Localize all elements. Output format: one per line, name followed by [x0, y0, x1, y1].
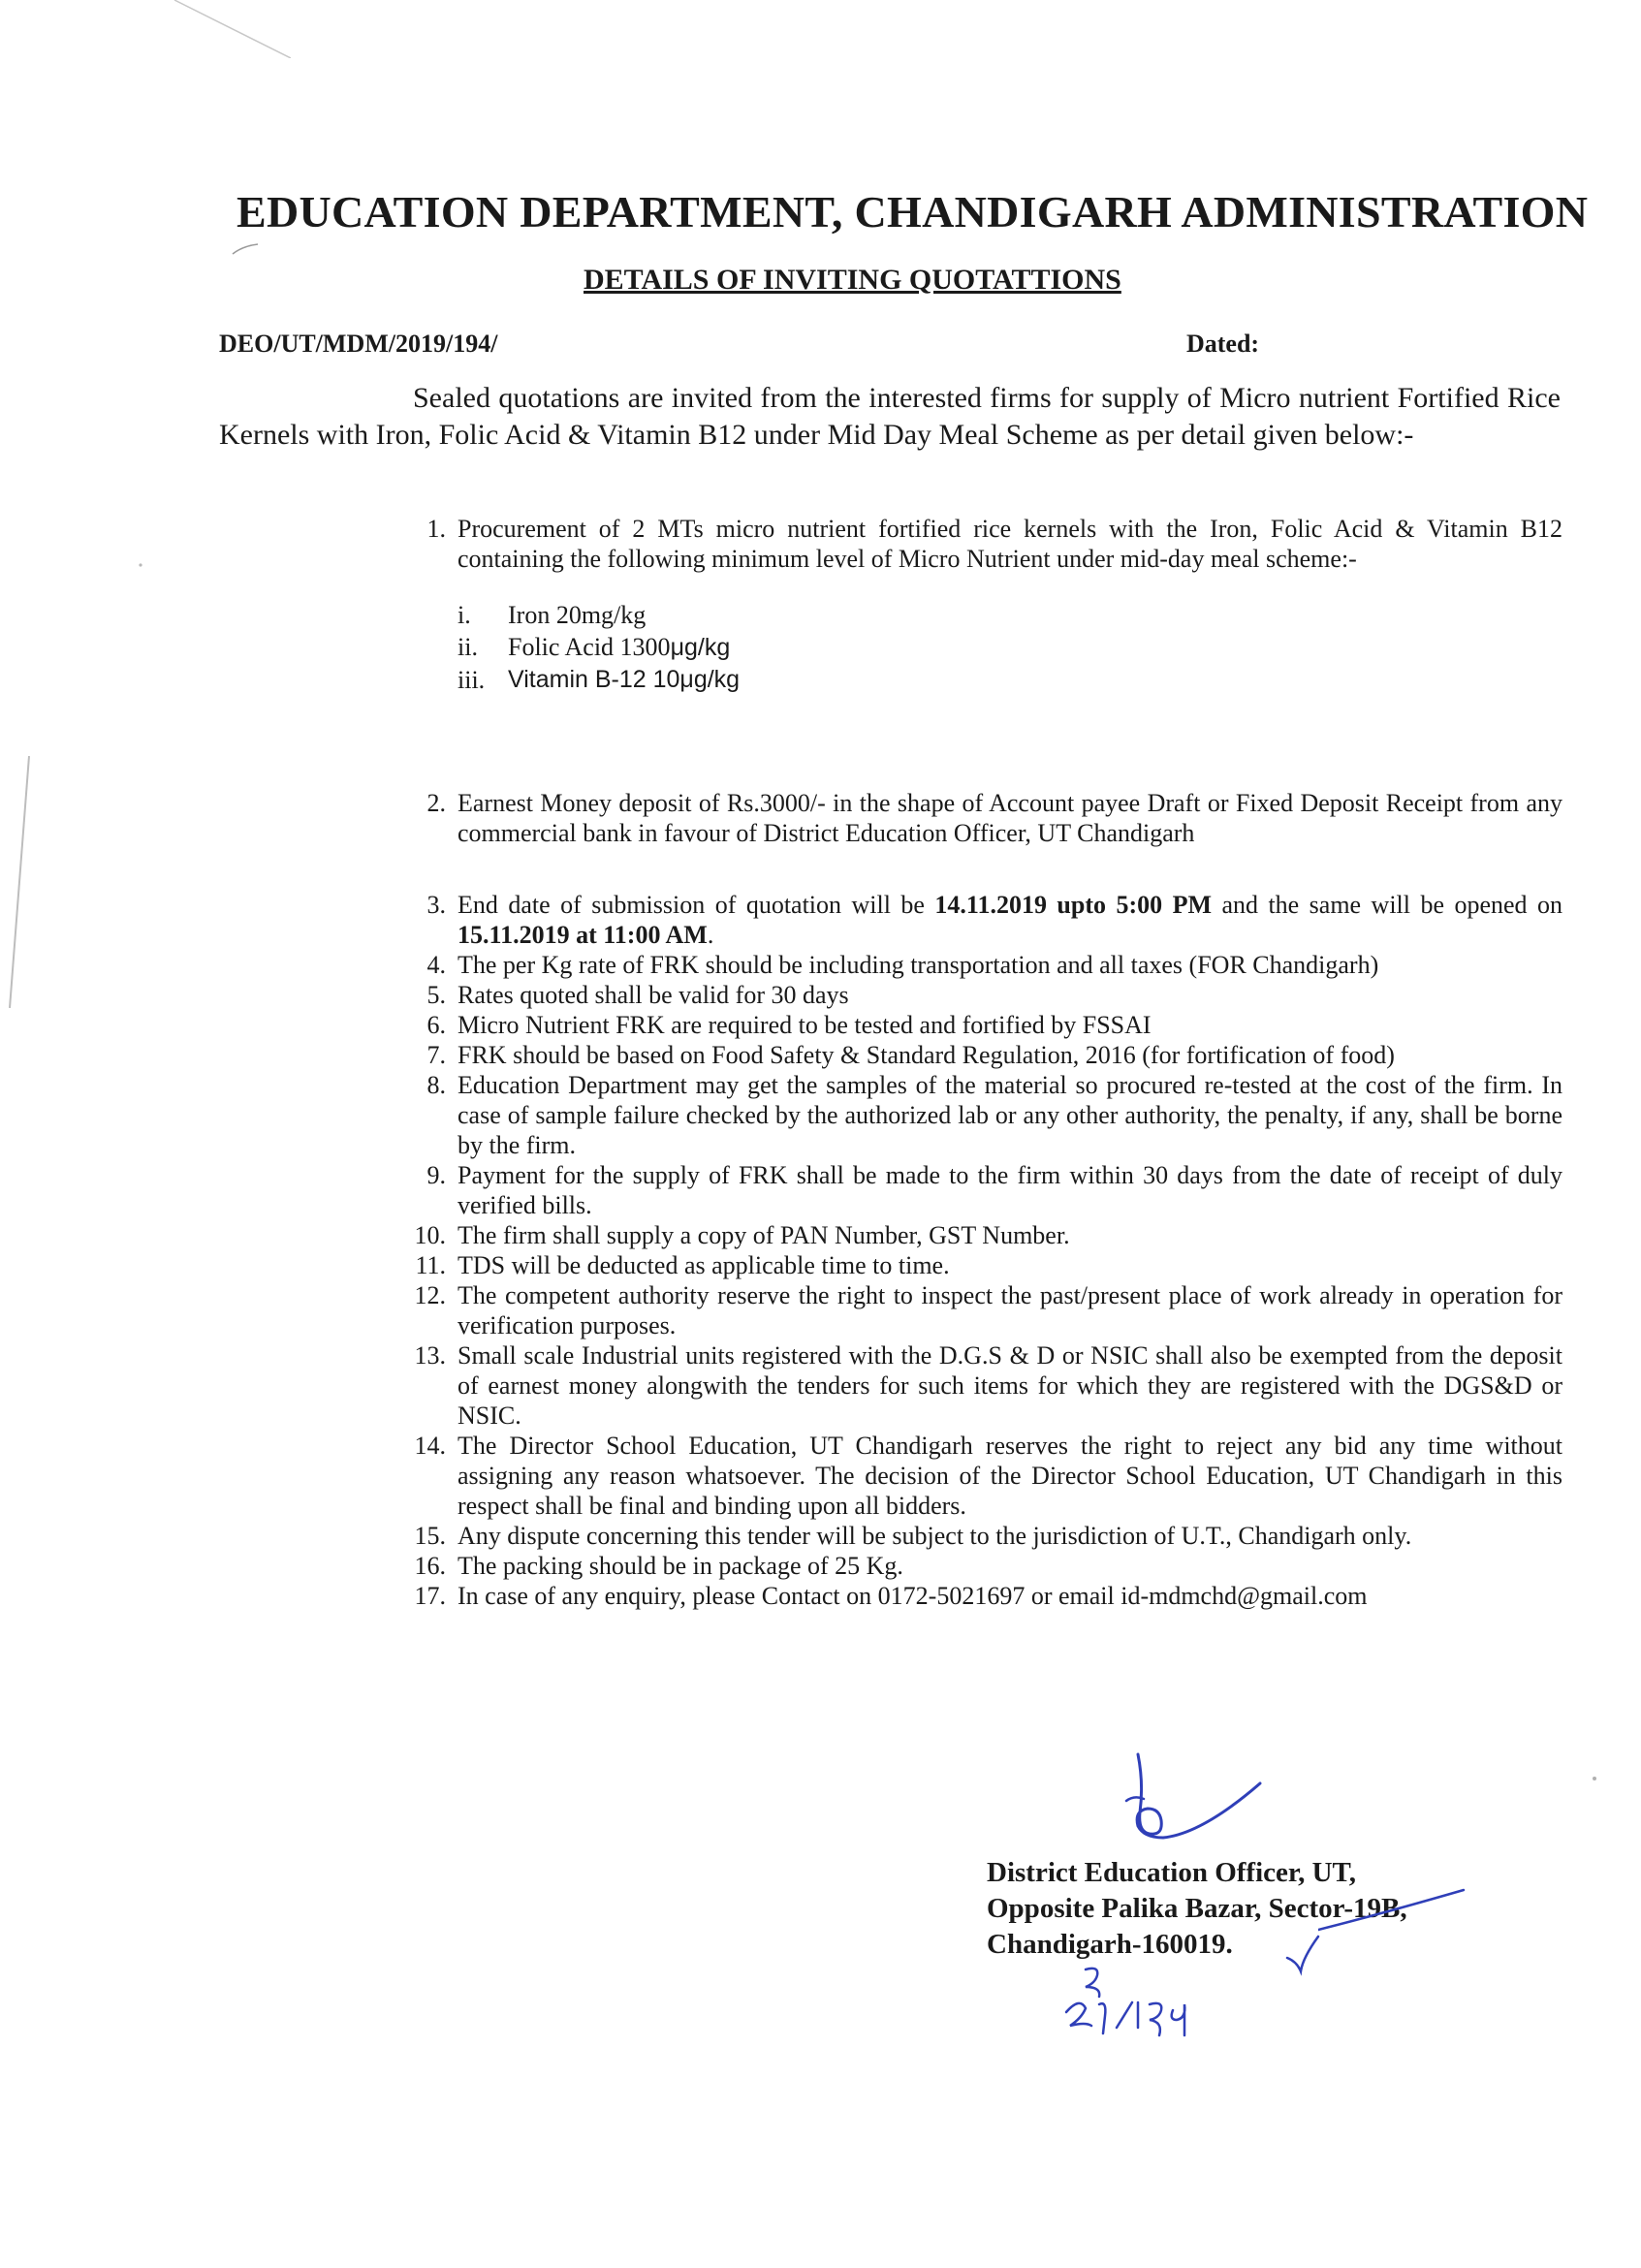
list-item-text: Payment for the supply of FRK shall be made to the firm within 30 days from the date of receipt of duly verified bills. [458, 1161, 1562, 1219]
page-title: EDUCATION DEPARTMENT, CHANDIGARH ADMINISTRATION [237, 187, 1589, 236]
sublist-item [458, 599, 1562, 631]
list-item-text: Education Department may get the samples of the material so procured re-tested at the cost of the firm. In case of sample failure checked by the authorized lab or any other authority, the penalty, if any, shall be borne by the firm. [458, 1071, 1562, 1159]
list-item-text: The Director School Education, UT Chandigarh reserves the right to reject any bid any time without assigning any reason whatsoever. The decision of the Director School Education, UT Chandigarh in this respect shall be final and binding upon all bidders. [458, 1432, 1562, 1520]
list-item [397, 980, 1562, 1010]
list-item [397, 1340, 1562, 1431]
list-item-number: 7. [426, 1041, 446, 1069]
list-item-text: Earnest Money deposit of Rs.3000/- in the shape of Account payee Draft or Fixed Deposit Receipt from any commercial bank in favour of District Education Officer, UT Chandigarh [458, 789, 1562, 847]
list-item [397, 1070, 1562, 1160]
list-item [397, 890, 1562, 950]
list-item [397, 1010, 1562, 1040]
list-item-number: 3. [426, 891, 446, 919]
list-item-text: FRK should be based on Food Safety & Standard Regulation, 2016 (for fortification of food) [458, 1041, 1395, 1069]
scan-speck [1590, 1774, 1599, 1783]
sublist-item-number: ii. [458, 633, 478, 661]
list-item [397, 1220, 1562, 1250]
list-item-text: Small scale Industrial units registered with the D.G.S & D or NSIC shall also be exempted from the deposit of earnest money alongwith the tenders for such items for which they are registered with the DGS&D or NSIC. [458, 1341, 1562, 1430]
conditions-list-part3 [397, 890, 1562, 1611]
list-item-number: 5. [426, 981, 446, 1009]
list-item-number: 1. [426, 515, 446, 543]
list-item-number: 17. [414, 1582, 446, 1610]
sublist-item-number: iii. [458, 666, 486, 694]
list-item-number: 4. [426, 951, 446, 979]
list-item-number: 13. [414, 1341, 446, 1370]
scan-edge-mark [0, 0, 291, 58]
list-item-number: 11. [415, 1251, 446, 1279]
list-item-number: 15. [414, 1522, 446, 1550]
list-item-text-part: End date of submission of quotation will be [458, 891, 935, 919]
sublist-item-text: Vitamin B-12 10μg/kg [508, 666, 741, 693]
list-item-text [458, 891, 1562, 949]
list-item-text-part: and the same will be opened on [1212, 891, 1562, 919]
sublist-item-text: Iron 20mg/kg [508, 601, 647, 629]
scan-speck [229, 238, 268, 268]
list-item [397, 950, 1562, 980]
list-item-number: 8. [426, 1071, 446, 1099]
list-item [397, 1280, 1562, 1340]
list-item-number: 16. [414, 1552, 446, 1580]
list-item-text: The per Kg rate of FRK should be including transportation and all taxes (FOR Chandigarh) [458, 951, 1379, 979]
list-item [397, 1250, 1562, 1280]
list-item [397, 788, 1562, 848]
signatory-line: Chandigarh-160019. [987, 1929, 1233, 1960]
dated-label: Dated: [1186, 330, 1260, 358]
list-item-text: The packing should be in package of 25 Kg. [458, 1552, 903, 1580]
list-item [397, 1551, 1562, 1581]
intro-paragraph: Sealed quotations are invited from the interested firms for supply of Micro nutrient Fortified Rice Kernels with Iron, Folic Acid & Vitamin B12 under Mid Day Meal Scheme as per detail given below:- [219, 382, 1561, 451]
list-item-text: TDS will be deducted as applicable time to time. [458, 1251, 950, 1279]
tick-mark-icon [1279, 1929, 1328, 1977]
list-item-text: The firm shall supply a copy of PAN Number, GST Number. [458, 1221, 1070, 1249]
list-item-text-part: . [707, 921, 714, 949]
conditions-list-part2 [397, 788, 1562, 848]
sublist-item-text: Folic Acid 1300 [508, 633, 671, 661]
signatory-line: District Education Officer, UT, [987, 1857, 1356, 1888]
list-item-text: Micro Nutrient FRK are required to be tested and fortified by FSSAI [458, 1011, 1152, 1039]
list-item-text: Rates quoted shall be valid for 30 days [458, 981, 849, 1009]
list-item-number: 6. [426, 1011, 446, 1039]
list-item-text: In case of any enquiry, please Contact on 0172-5021697 or email id-mdmchd@gmail.com [458, 1582, 1368, 1610]
signatory-line: Opposite Palika Bazar, Sector-19B, [987, 1893, 1407, 1924]
list-item-text: The competent authority reserve the right to inspect the past/present place of work already in operation for verification purposes. [458, 1281, 1562, 1339]
handwritten-date [1057, 1958, 1250, 2055]
opening-datetime: 15.11.2019 at 11:00 AM [458, 921, 708, 949]
officer-signature [1105, 1745, 1299, 1861]
list-item-text: Any dispute concerning this tender will be subject to the jurisdiction of U.T., Chandigarh only. [458, 1522, 1412, 1550]
page-subtitle: DETAILS OF INVITING QUOTATTIONS [584, 264, 1121, 296]
sublist-item-unit: μg/kg [670, 634, 731, 661]
signatory-block [987, 1855, 1407, 1963]
list-item-number: 9. [426, 1161, 446, 1189]
scan-edge-mark-left [0, 756, 39, 1008]
sublist-item-number: i. [458, 601, 471, 629]
reference-number: DEO/UT/MDM/2019/194/ [219, 330, 498, 358]
list-item [397, 1521, 1562, 1551]
list-item [397, 1040, 1562, 1070]
scan-speck [136, 560, 145, 570]
list-item-number: 10. [414, 1221, 446, 1249]
list-item-number: 2. [426, 789, 446, 817]
list-item [397, 1160, 1562, 1220]
list-item-number: 12. [414, 1281, 446, 1309]
list-item [397, 514, 1562, 696]
sublist-item [458, 631, 1562, 664]
list-item [397, 1431, 1562, 1521]
list-item-number: 14. [414, 1432, 446, 1460]
list-item [397, 1581, 1562, 1611]
submission-deadline: 14.11.2019 upto 5:00 PM [934, 891, 1212, 919]
conditions-list-part1 [397, 514, 1562, 696]
list-item-text: Procurement of 2 MTs micro nutrient fortified rice kernels with the Iron, Folic Acid & Vitamin B12 containing the following minimum level of Micro Nutrient under mid-day meal scheme:- [458, 515, 1562, 573]
nutrient-sublist [458, 599, 1562, 696]
sublist-item [458, 664, 1562, 696]
